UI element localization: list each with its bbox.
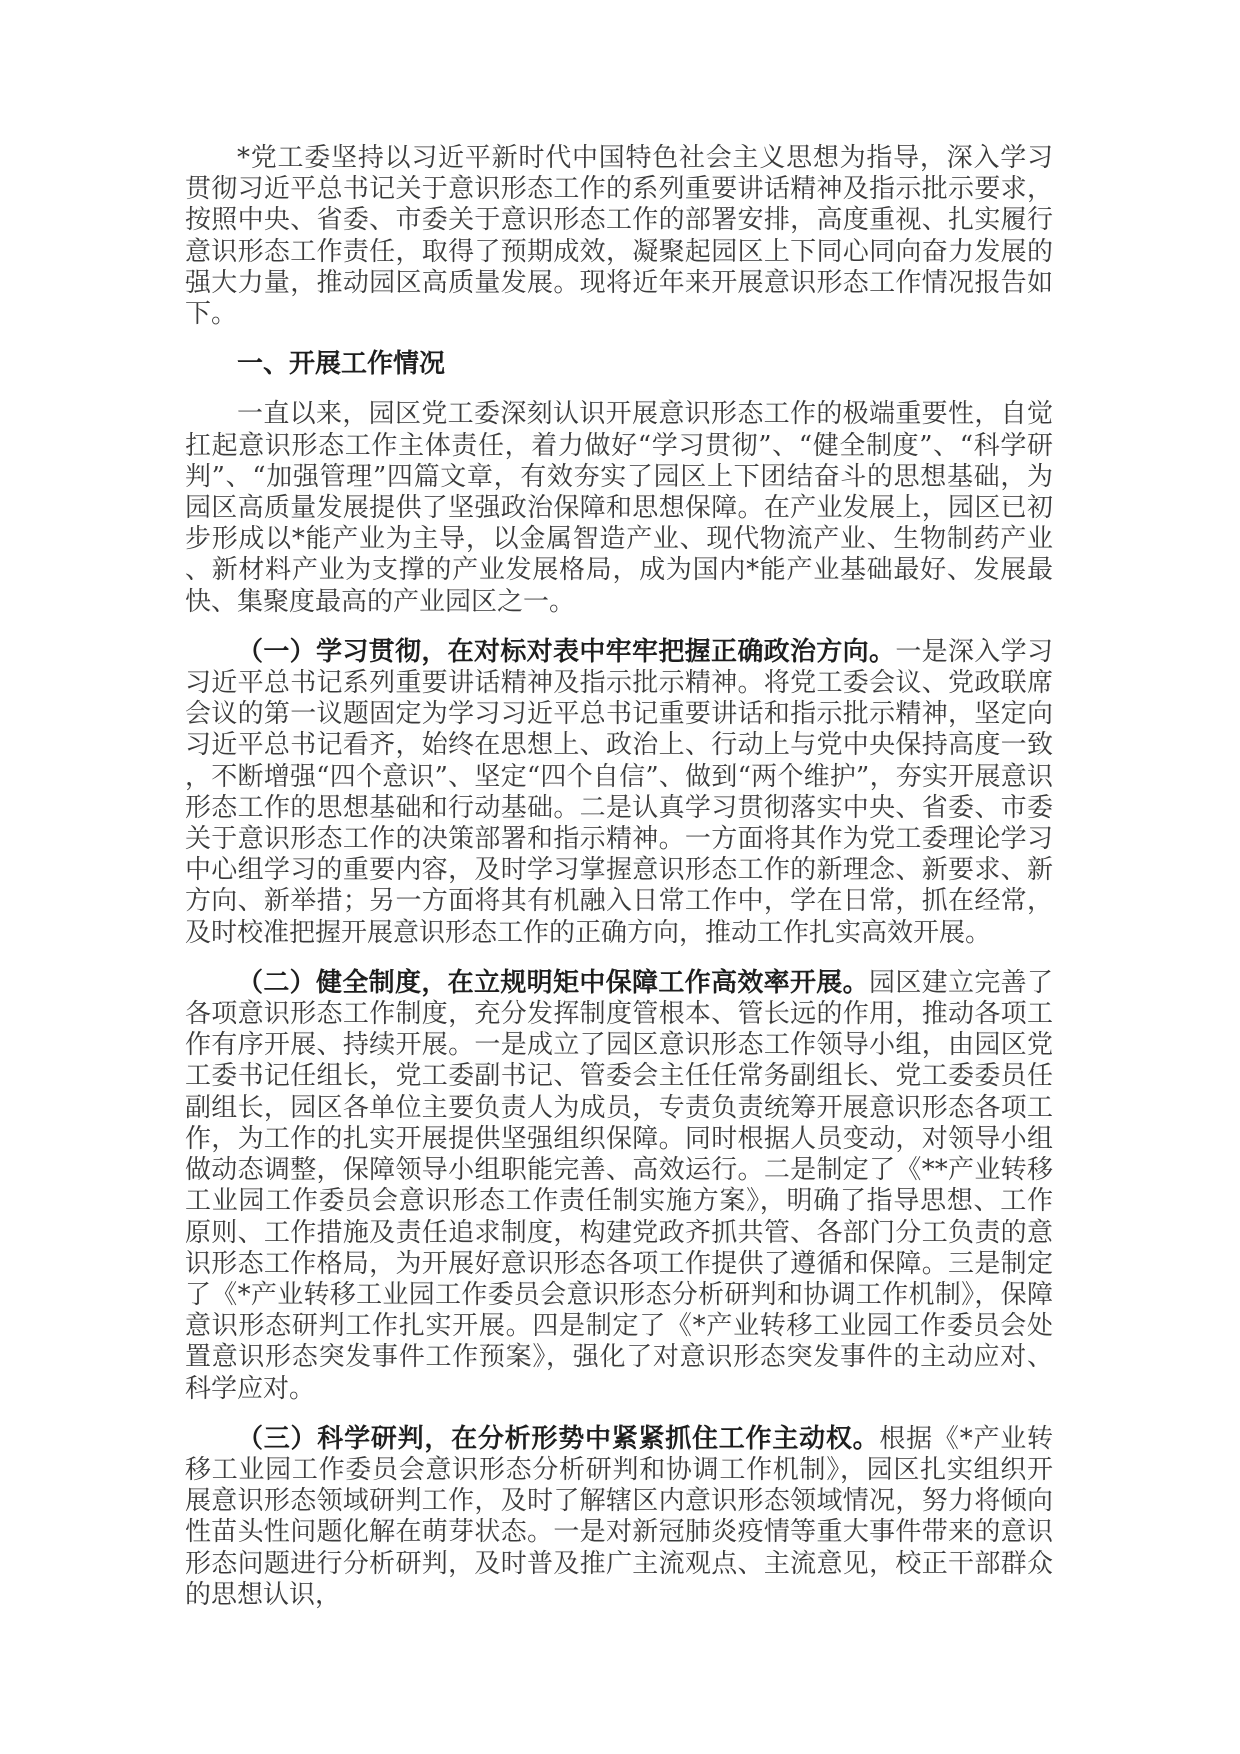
subsection-1-paragraph (185, 637, 1053, 949)
subsection-2-lead: （二）健全制度，在立规明矩中保障工作高效率开展。 (237, 967, 869, 998)
subsection-1-lead: （一）学习贯彻，在对标对表中牢牢把握正确政治方向。 (237, 636, 896, 667)
subsection-3-lead: （三）科学研判，在分析形势中紧紧抓住工作主动权。 (237, 1423, 880, 1454)
subsection-3-paragraph (185, 1424, 1053, 1611)
intro-paragraph: *党工委坚持以习近平新时代中国特色社会主义思想为指导，深入学习贯彻习近平总书记关于意识形态工作的系列重要讲话精神及指示批示要求，按照中央、省委、市委关于意识形态工作的部署安排，高度重视、扎实履行意识形态工作责任，取得了预期成效，凝聚起园区上下同心同向奋力发展的强大力量，推动园区高质量发展。现将近年来开展意识形态工作情况报告如下。 (185, 143, 1053, 330)
section-heading: 一、开展工作情况 (237, 349, 446, 380)
subsection-1-body: 一是深入学习习近平总书记系列重要讲话精神及指示批示精神。将党工委会议、党政联席会议的第一议题固定为学习习近平总书记重要讲话和指示批示精神，坚定向习近平总书记看齐，始终在思想上、政治上、行动上与党中央保持高度一致，不断增强“四个意识”、坚定“四个自信”、做到“两个维护”，夯实开展意识形态工作的思想基础和行动基础。二是认真学习贯彻落实中央、省委、市委关于意识形态工作的决策部署和指示精神。一方面将其作为党工委理论学习中心组学习的重要内容，及时学习掌握意识形态工作的新理念、新要求、新方向、新举措；另一方面将其有机融入日常工作中，学在日常，抓在经常，及时校准把握开展意识形态工作的正确方向，推动工作扎实高效开展。 (185, 636, 1053, 948)
subsection-2-body: 园区建立完善了各项意识形态工作制度，充分发挥制度管根本、管长远的作用，推动各项工作有序开展、持续开展。一是成立了园区意识形态工作领导小组，由园区党工委书记任组长，党工委副书记、管委会主任任常务副组长、党工委委员任副组长，园区各单位主要负责人为成员，专责负责统筹开展意识形态各项工作，为工作的扎实开展提供坚强组织保障。同时根据人员变动，对领导小组做动态调整，保障领导小组职能完善、高效运行。二是制定了《**产业转移工业园工作委员会意识形态工作责任制实施方案》，明确了指导思想、工作原则、工作措施及责任追求制度，构建党政齐抓共管、各部门分工负责的意识形态工作格局，为开展好意识形态各项工作提供了遵循和保障。三是制定了《*产业转移工业园工作委员会意识形态分析研判和协调工作机制》，保障意识形态研判工作扎实开展。四是制定了《*产业转移工业园工作委员会处置意识形态突发事件工作预案》，强化了对意识形态突发事件的主动应对、科学应对。 (185, 967, 1053, 1404)
subsection-3-body: 根据《*产业转移工业园工作委员会意识形态分析研判和协调工作机制》，园区扎实组织开展意识形态领域研判工作，及时了解辖区内意识形态领域情况，努力将倾向性苗头性问题化解在萌芽状态。一是对新冠肺炎疫情等重大事件带来的意识形态问题进行分析研判，及时普及推广主流观点、主流意见，校正干部群众的思想认识， (185, 1423, 1053, 1610)
document-page (185, 143, 1053, 1630)
subsection-2-paragraph (185, 968, 1053, 1405)
overview-paragraph: 一直以来，园区党工委深刻认识开展意识形态工作的极端重要性，自觉扛起意识形态工作主体责任，着力做好“学习贯彻”、“健全制度”、“科学研判”、“加强管理”四篇文章，有效夯实了园区上下团结奋斗的思想基础，为园区高质量发展提供了坚强政治保障和思想保障。在产业发展上，园区已初步形成以*能产业为主导，以金属智造产业、现代物流产业、生物制药产业、新材料产业为支撑的产业发展格局，成为国内*能产业基础最好、发展最快、集聚度最高的产业园区之一。 (185, 399, 1053, 617)
